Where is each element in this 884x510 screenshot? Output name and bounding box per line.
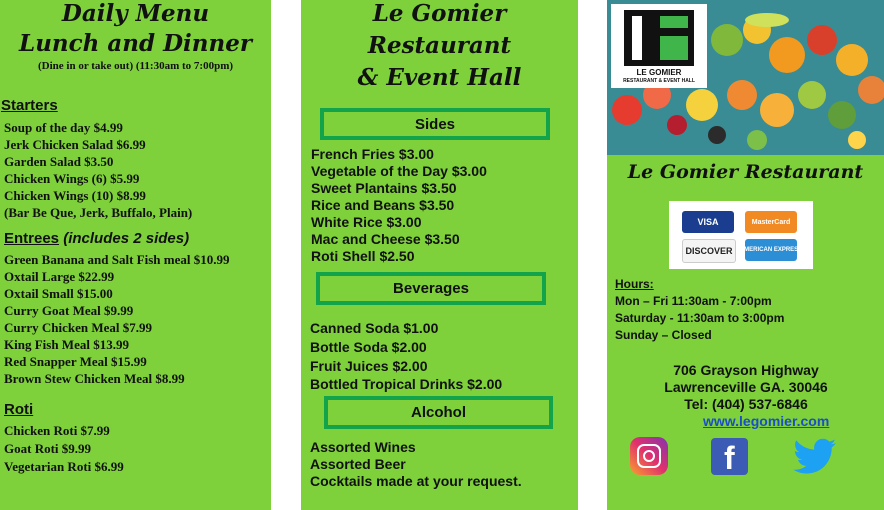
hours-line: Sunday – Closed bbox=[615, 328, 712, 342]
beverages-heading: Beverages bbox=[316, 272, 546, 305]
entrees-item: Green Banana and Salt Fish meal $10.99 bbox=[4, 252, 230, 267]
roti-item: Vegetarian Roti $6.99 bbox=[4, 459, 124, 474]
starters-item: Garden Salad $3.50 bbox=[4, 154, 114, 169]
accepted-cards bbox=[669, 201, 813, 269]
hours-heading: Hours: bbox=[615, 277, 654, 291]
info-panel bbox=[607, 0, 884, 510]
daily-menu-panel bbox=[0, 0, 271, 510]
roti-item: Chicken Roti $7.99 bbox=[4, 423, 110, 438]
mastercard-card: MasterCard bbox=[745, 211, 797, 233]
facebook-icon[interactable]: f bbox=[711, 438, 748, 475]
entrees-subheading: (includes 2 sides) bbox=[63, 230, 190, 247]
entrees-item: Brown Stew Chicken Meal $8.99 bbox=[4, 371, 185, 386]
entrees-item: Curry Chicken Meal $7.99 bbox=[4, 320, 153, 335]
restaurant-menu-panel bbox=[301, 0, 578, 510]
starters-item: (Bar Be Que, Jerk, Buffalo, Plain) bbox=[4, 205, 193, 220]
entrees-item: Red Snapper Meal $15.99 bbox=[4, 354, 147, 369]
hours-line: Saturday - 11:30am to 3:00pm bbox=[615, 311, 785, 325]
entrees-item: Oxtail Large $22.99 bbox=[4, 269, 115, 284]
entrees-item: King Fish Meal $13.99 bbox=[4, 337, 129, 352]
address-line-1: 706 Grayson Highway bbox=[673, 362, 819, 378]
alcohol-item: Assorted Wines bbox=[310, 439, 416, 455]
entrees-header bbox=[4, 230, 189, 247]
restaurant-title-3: & Event Hall bbox=[357, 64, 522, 91]
sides-item: White Rice $3.00 bbox=[311, 214, 422, 230]
sides-heading: Sides bbox=[320, 108, 550, 140]
beverages-item: Bottled Tropical Drinks $2.00 bbox=[310, 376, 503, 392]
starters-heading: Starters bbox=[1, 97, 58, 114]
starters-item: Chicken Wings (10) $8.99 bbox=[4, 188, 146, 203]
visa-card: VISA bbox=[682, 211, 734, 233]
alcohol-item: Cocktails made at your request. bbox=[310, 473, 522, 489]
daily-menu-title: Daily Menu bbox=[61, 0, 210, 27]
twitter-icon[interactable] bbox=[793, 438, 837, 475]
sides-item: Roti Shell $2.50 bbox=[311, 248, 415, 264]
alcohol-heading: Alcohol bbox=[324, 396, 553, 429]
sides-item: Sweet Plantains $3.50 bbox=[311, 180, 457, 196]
restaurant-name: Le Gomier Restaurant bbox=[627, 161, 864, 183]
fruit-photo bbox=[607, 0, 884, 155]
beverages-item: Fruit Juices $2.00 bbox=[310, 358, 428, 374]
restaurant-title-1: Le Gomier bbox=[372, 0, 507, 27]
roti-item: Goat Roti $9.99 bbox=[4, 441, 92, 456]
sides-item: Vegetable of the Day $3.00 bbox=[311, 163, 487, 179]
website-link[interactable]: www.legomier.com bbox=[703, 413, 830, 429]
beverages-item: Canned Soda $1.00 bbox=[310, 320, 439, 336]
sides-item: Rice and Beans $3.50 bbox=[311, 197, 455, 213]
instagram-icon[interactable] bbox=[630, 437, 668, 475]
entrees-item: Curry Goat Meal $9.99 bbox=[4, 303, 134, 318]
roti-heading: Roti bbox=[4, 401, 34, 418]
dine-in-note: (Dine in or take out) (11:30am to 7:00pm) bbox=[37, 60, 234, 72]
alcohol-item: Assorted Beer bbox=[310, 456, 406, 472]
discover-card: DISCOVER bbox=[682, 239, 736, 263]
hours-line: Mon – Fri 11:30am - 7:00pm bbox=[615, 294, 772, 308]
beverages-item: Bottle Soda $2.00 bbox=[310, 339, 427, 355]
sides-item: French Fries $3.00 bbox=[311, 146, 434, 162]
starters-item: Chicken Wings (6) $5.99 bbox=[4, 171, 140, 186]
lunch-dinner-title: Lunch and Dinner bbox=[19, 30, 252, 57]
le-gomier-logo bbox=[611, 4, 707, 88]
starters-item: Jerk Chicken Salad $6.99 bbox=[4, 137, 146, 152]
logo-subtext: RESTAURANT & EVENT HALL bbox=[623, 78, 695, 84]
sides-item: Mac and Cheese $3.50 bbox=[311, 231, 460, 247]
restaurant-title-2: Restaurant bbox=[367, 32, 512, 59]
starters-item: Soup of the day $4.99 bbox=[4, 120, 123, 135]
entrees-item: Oxtail Small $15.00 bbox=[4, 286, 113, 301]
phone-number: Tel: (404) 537-6846 bbox=[684, 396, 808, 412]
entrees-heading: Entrees bbox=[4, 230, 60, 247]
address-line-2: Lawrenceville GA. 30046 bbox=[664, 379, 828, 395]
logo-text: LE GOMIER bbox=[636, 68, 682, 77]
logo-mark bbox=[624, 10, 694, 66]
amex-card: AMERICAN EXPRESS bbox=[745, 239, 797, 261]
